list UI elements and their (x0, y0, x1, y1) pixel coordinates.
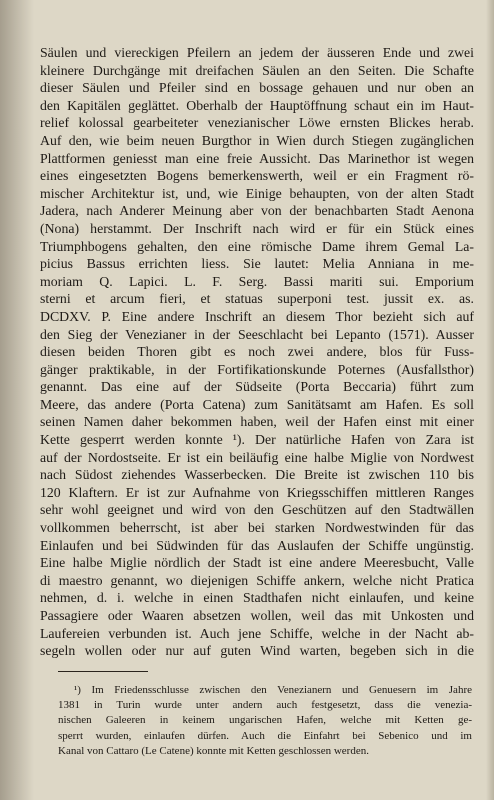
body-line: Laufereien verbunden ist. Auch jene Schiffe, welche in der Nacht ab- (40, 625, 474, 641)
body-line: (Nona) herstammt. Der Inschrift nach wird er für ein Stück eines (40, 220, 474, 236)
body-line: Kette gesperrt werden konnte ¹). Der natürliche Hafen von Zara ist (40, 432, 474, 448)
body-line: vollkommen beherrscht, ist aber bei starken Nordwestwinden für das (40, 520, 474, 536)
body-line: Passagiere oder Waaren absetzen wollen, weil das mit Unkosten und (40, 608, 474, 623)
binding-shadow (0, 0, 34, 800)
body-line: eines eingesetzten Bogens bemerkenswerth, weil er ein Fragment rö- (40, 168, 474, 184)
body-line: di maestro genannt, wo diejenigen Schiffe ankern, welche nicht Pratica (40, 572, 474, 588)
body-line: Triumphbogens gehalten, den eine römische Dame ihrem Gemal La- (40, 238, 474, 254)
footnote-line: nischen Galeeren in keinem ungarischen Hafen, welche mit Ketten ge- (58, 714, 472, 727)
footnote-block (58, 683, 472, 759)
body-line: diesen beiden Thoren gibt es noch zwei andere, blos für Fuss- (40, 344, 474, 360)
body-line: kleinere Durchgänge mit dreifachen Säulen an den Seiten. Die Schafte (40, 62, 474, 78)
footnote-line: Kanal von Cattaro (Le Catene) konnte mit Ketten geschlossen werden. (58, 744, 369, 757)
body-line: den Kapitälen geglättet. Oberhalb der Hauptöffnung schaut ein im Haut- (40, 97, 474, 113)
body-line: dieser Säulen und Pfeiler sind en bossage gehauen und nur oben an (40, 80, 474, 96)
body-line: gänger praktikable, in der Fortifikationskunde Poternes (Ausfallsthor) (40, 361, 474, 377)
body-line: seinen Namen daher bekommen haben, weil der Hafen einst mit einer (40, 414, 474, 430)
footnote-line: sperrt wurden, einlaufen dürfen. Auch die Einfahrt bei Sebenico und im (58, 729, 472, 742)
body-line: 120 Klaftern. Er ist zur Aufnahme von Kriegsschiffen mittleren Ranges (40, 484, 474, 500)
body-line: Säulen und viereckigen Pfeilern an jedem der äusseren Ende und zwei (40, 45, 474, 60)
body-line: Einlaufen und bei Südwinden für das Auslaufen der Schiffe ungünstig. (40, 537, 474, 553)
body-line: segeln wollen oder nur auf guten Wind warten, begeben sich in die (40, 643, 474, 659)
body-line: relief kolossal gearbeiteter venezianischer Löwe ernsten Blickes herab. (40, 115, 474, 131)
body-line: Auf den, wie beim neuen Burgthor in Wien durch Stiegen zugänglichen (40, 132, 474, 148)
body-line: auf der Nordostseite. Er ist ein beiläufig eine halbe Miglie von Nordwest (40, 449, 474, 465)
body-line: Jadera, nach Anderer Meinung aber von der benachbarten Stadt Aenona (40, 203, 474, 219)
page-edge (486, 0, 494, 800)
body-line: moriam Q. Lapici. L. F. Serg. Bassi mariti sui. Emporium (40, 273, 474, 289)
footnote-separator (58, 671, 148, 672)
body-line: sehr wohl geeignet und wird von den Geschützen auf den Stadtwällen (40, 502, 474, 518)
body-line: Meere, das andere (Porta Catena) zum Sanitätsamt am Hafen. Es soll (40, 396, 474, 412)
footnote-line: ¹) Im Friedensschlusse zwischen den Venezianern und Genuesern im Jahre (74, 684, 472, 696)
body-line: Eine halbe Miglie nördlich der Stadt ist eine andere Meeresbucht, Valle (40, 555, 474, 571)
body-line: nehmen, d. i. welche in einen Stadthafen nicht einlaufen, und keine (40, 590, 474, 606)
footnote-line: 1381 in Turin wurde unter andern auch festgesetzt, dass die venezia- (58, 699, 472, 712)
body-line: sterni et arcum fieri, et statuas superponi test. jussit ex. as. (40, 291, 474, 307)
body-line: picius Bassus errichten liess. Sie lautet: Melia Anniana in me- (40, 256, 474, 272)
body-line: genannt. Das eine auf der Südseite (Porta Beccaria) führt zum (40, 379, 474, 395)
body-line: den Sieg der Venezianer in der Seeschlacht bei Lepanto (1571). Ausser (40, 326, 474, 342)
body-line: mischer Architektur ist, und, wie Einige behaupten, von der alten Stadt (40, 185, 474, 201)
body-text (40, 44, 474, 660)
body-line: nach Südost ziehendes Wasserbecken. Die Breite ist zwischen 110 bis (40, 467, 474, 483)
body-line: DCDXV. P. Eine andere Inschrift an diesem Thor bezieht sich auf (40, 308, 474, 324)
body-line: Plattformen geniesst man eine freie Aussicht. Das Marinethor ist wegen (40, 150, 474, 166)
